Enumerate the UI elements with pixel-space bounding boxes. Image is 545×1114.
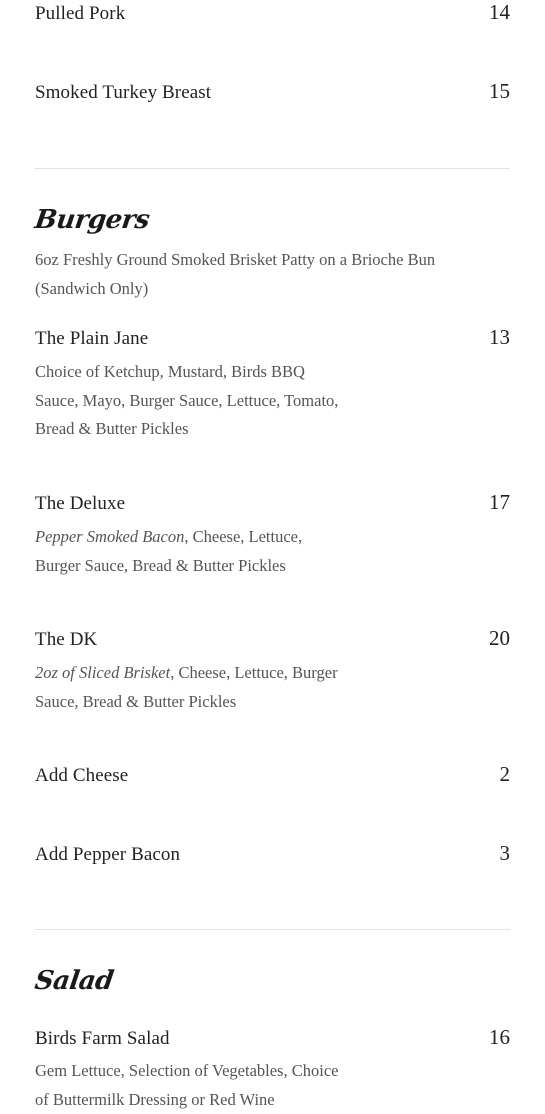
- description-text: , Cheese, Lettuce, Burger: [170, 663, 337, 682]
- item-name: The Deluxe: [35, 493, 125, 515]
- subtitle-line: 6oz Freshly Ground Smoked Brisket Patty on a Brioche Bun: [35, 246, 435, 275]
- item-name: Add Pepper Bacon: [35, 844, 180, 866]
- item-name: The Plain Jane: [35, 328, 148, 350]
- item-price: 14: [489, 0, 510, 25]
- section-title-burgers: Burgers: [33, 205, 151, 235]
- section-divider: [35, 168, 510, 169]
- menu-item-smoked-turkey-breast: [35, 79, 510, 104]
- item-name: Smoked Turkey Breast: [35, 82, 211, 104]
- section-divider: [35, 929, 510, 930]
- item-name: Pulled Pork: [35, 3, 125, 25]
- menu-item-add-pepper-bacon: [35, 841, 510, 866]
- section-subtitle: [35, 246, 435, 303]
- description-line: [35, 659, 338, 688]
- description-text: , Cheese, Lettuce,: [184, 527, 302, 546]
- item-price: 17: [489, 490, 510, 515]
- item-name: Add Cheese: [35, 765, 128, 787]
- item-price: 2: [500, 762, 511, 787]
- description-line: [35, 523, 302, 552]
- item-name: Birds Farm Salad: [35, 1028, 170, 1050]
- item-price: 3: [500, 841, 511, 866]
- description-line: Bread & Butter Pickles: [35, 415, 338, 444]
- item-price: 20: [489, 626, 510, 651]
- description-line: Choice of Ketchup, Mustard, Birds BBQ: [35, 358, 338, 387]
- subtitle-line: (Sandwich Only): [35, 275, 435, 304]
- menu-item-the-deluxe: [35, 490, 510, 515]
- menu-item-pulled-pork: [35, 0, 510, 25]
- item-description: [35, 659, 338, 716]
- menu-item-add-cheese: [35, 762, 510, 787]
- description-line: Sauce, Mayo, Burger Sauce, Lettuce, Tomato,: [35, 387, 338, 416]
- description-emphasis: Pepper Smoked Bacon: [35, 527, 184, 546]
- description-line: Gem Lettuce, Selection of Vegetables, Choice: [35, 1057, 338, 1086]
- menu-item-the-dk: [35, 626, 510, 651]
- item-description: [35, 358, 338, 444]
- description-emphasis: 2oz of Sliced Brisket: [35, 663, 170, 682]
- item-price: 16: [489, 1025, 510, 1050]
- item-price: 13: [489, 325, 510, 350]
- description-line: of Buttermilk Dressing or Red Wine: [35, 1086, 338, 1114]
- description-line: Burger Sauce, Bread & Butter Pickles: [35, 552, 302, 581]
- item-description: [35, 523, 302, 580]
- item-price: 15: [489, 79, 510, 104]
- menu-item-birds-farm-salad: [35, 1025, 510, 1050]
- section-title-salad: Salad: [33, 966, 115, 996]
- description-line: Sauce, Bread & Butter Pickles: [35, 688, 338, 717]
- menu-item-the-plain-jane: [35, 325, 510, 350]
- item-description: [35, 1057, 338, 1114]
- item-name: The DK: [35, 629, 97, 651]
